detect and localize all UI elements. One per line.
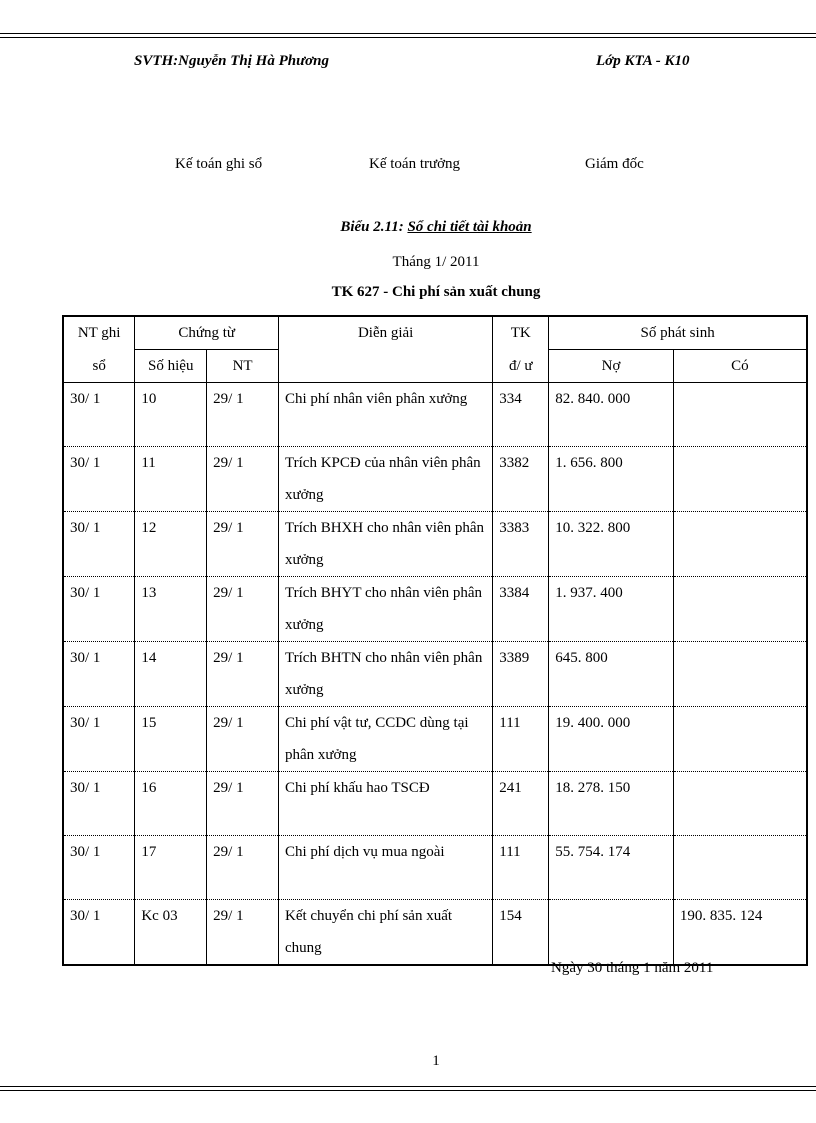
cell-nt-ghi-so: 30/ 1 <box>63 447 135 512</box>
cell-nt: 29/ 1 <box>207 707 279 772</box>
cell-nt: 29/ 1 <box>207 772 279 836</box>
cell-nt: 29/ 1 <box>207 577 279 642</box>
cell-co <box>673 707 807 772</box>
table-row <box>63 900 807 966</box>
cell-no <box>549 900 674 966</box>
cell-so-hieu: Kc 03 <box>135 900 207 966</box>
cell-no: 55. 754. 174 <box>549 836 674 900</box>
cell-co <box>673 383 807 447</box>
cell-nt-ghi-so: 30/ 1 <box>63 383 135 447</box>
cell-tk-du: 111 <box>493 707 549 772</box>
header-tk-du: TK <box>493 316 549 350</box>
ledger-body <box>63 383 807 966</box>
cell-no: 10. 322. 800 <box>549 512 674 577</box>
cell-co <box>673 512 807 577</box>
cell-dien-giai: Trích BHYT cho nhân viên phân xưởng <box>278 577 492 642</box>
signature-chief-accountant: Kế toán trưởng <box>369 156 461 172</box>
cell-nt: 29/ 1 <box>207 512 279 577</box>
page-number: 1 <box>432 1053 440 1069</box>
cell-no: 1. 937. 400 <box>549 577 674 642</box>
cell-so-hieu: 12 <box>135 512 207 577</box>
cell-co: 190. 835. 124 <box>673 900 807 966</box>
table-row <box>63 642 807 707</box>
cell-tk-du: 334 <box>493 383 549 447</box>
top-rule <box>0 33 816 38</box>
table-row <box>63 447 807 512</box>
cell-no: 82. 840. 000 <box>549 383 674 447</box>
header-co: Có <box>673 350 807 383</box>
cell-dien-giai: Trích BHTN cho nhân viên phân xưởng <box>278 642 492 707</box>
table-row <box>63 383 807 447</box>
cell-tk-du: 111 <box>493 836 549 900</box>
cell-so-hieu: 14 <box>135 642 207 707</box>
cell-co <box>673 772 807 836</box>
header-nt: NT <box>207 350 279 383</box>
header-chung-tu: Chứng từ <box>135 316 279 350</box>
cell-no: 1. 656. 800 <box>549 447 674 512</box>
cell-nt-ghi-so: 30/ 1 <box>63 707 135 772</box>
cell-tk-du: 154 <box>493 900 549 966</box>
cell-dien-giai: Chi phí khấu hao TSCĐ <box>278 772 492 836</box>
signature-director: Giám đốc <box>585 156 644 172</box>
cell-nt-ghi-so: 30/ 1 <box>63 577 135 642</box>
cell-no: 645. 800 <box>549 642 674 707</box>
cell-tk-du: 3383 <box>493 512 549 577</box>
cell-nt-ghi-so: 30/ 1 <box>63 772 135 836</box>
cell-dien-giai: Trích KPCĐ của nhân viên phân xưởng <box>278 447 492 512</box>
cell-nt-ghi-so: 30/ 1 <box>63 512 135 577</box>
header-tk-du-line2: đ/ ư <box>493 350 549 383</box>
title-main: Sổ chi tiết tài khoản <box>407 219 532 235</box>
table-row <box>63 836 807 900</box>
header-dien-giai-line2 <box>278 350 492 383</box>
cell-tk-du: 3389 <box>493 642 549 707</box>
cell-co <box>673 447 807 512</box>
cell-dien-giai: Chi phí nhân viên phân xưởng <box>278 383 492 447</box>
cell-dien-giai: Kết chuyển chi phí sản xuất chung <box>278 900 492 966</box>
cell-tk-du: 3382 <box>493 447 549 512</box>
signature-bookkeeper: Kế toán ghi sổ <box>175 156 263 172</box>
cell-dien-giai: Chi phí vật tư, CCDC dùng tại phân xưởng <box>278 707 492 772</box>
header-so-phat-sinh: Số phát sinh <box>549 316 807 350</box>
ledger-table <box>62 315 808 966</box>
header-no: Nợ <box>549 350 674 383</box>
cell-nt: 29/ 1 <box>207 836 279 900</box>
cell-tk-du: 241 <box>493 772 549 836</box>
header-nt-ghi-so-line2: sổ <box>63 350 135 383</box>
cell-nt: 29/ 1 <box>207 642 279 707</box>
table-row <box>63 772 807 836</box>
header-nt-ghi-so: NT ghi <box>63 316 135 350</box>
class-name: Lớp KTA - K10 <box>596 53 690 69</box>
document-title <box>0 219 816 236</box>
header-dien-giai: Diễn giải <box>278 316 492 350</box>
cell-so-hieu: 13 <box>135 577 207 642</box>
table-row <box>63 577 807 642</box>
cell-co <box>673 577 807 642</box>
cell-tk-du: 3384 <box>493 577 549 642</box>
cell-co <box>673 642 807 707</box>
header-so-hieu: Số hiệu <box>135 350 207 383</box>
cell-no: 19. 400. 000 <box>549 707 674 772</box>
date-line: Ngày 30 tháng 1 năm 2011 <box>551 960 714 976</box>
cell-so-hieu: 10 <box>135 383 207 447</box>
cell-nt-ghi-so: 30/ 1 <box>63 642 135 707</box>
cell-so-hieu: 15 <box>135 707 207 772</box>
cell-co <box>673 836 807 900</box>
cell-nt: 29/ 1 <box>207 383 279 447</box>
report-month: Tháng 1/ 2011 <box>392 254 480 270</box>
cell-so-hieu: 16 <box>135 772 207 836</box>
bottom-rule <box>0 1086 816 1091</box>
table-row <box>63 707 807 772</box>
table-row <box>63 512 807 577</box>
title-prefix: Biểu 2.11: <box>340 219 408 235</box>
cell-so-hieu: 17 <box>135 836 207 900</box>
cell-nt: 29/ 1 <box>207 447 279 512</box>
cell-dien-giai: Trích BHXH cho nhân viên phân xưởng <box>278 512 492 577</box>
cell-no: 18. 278. 150 <box>549 772 674 836</box>
cell-nt: 29/ 1 <box>207 900 279 966</box>
account-title: TK 627 - Chi phí sản xuất chung <box>331 284 541 300</box>
cell-nt-ghi-so: 30/ 1 <box>63 900 135 966</box>
cell-nt-ghi-so: 30/ 1 <box>63 836 135 900</box>
cell-dien-giai: Chi phí dịch vụ mua ngoài <box>278 836 492 900</box>
cell-so-hieu: 11 <box>135 447 207 512</box>
student-name: SVTH:Nguyễn Thị Hà Phương <box>134 53 329 69</box>
